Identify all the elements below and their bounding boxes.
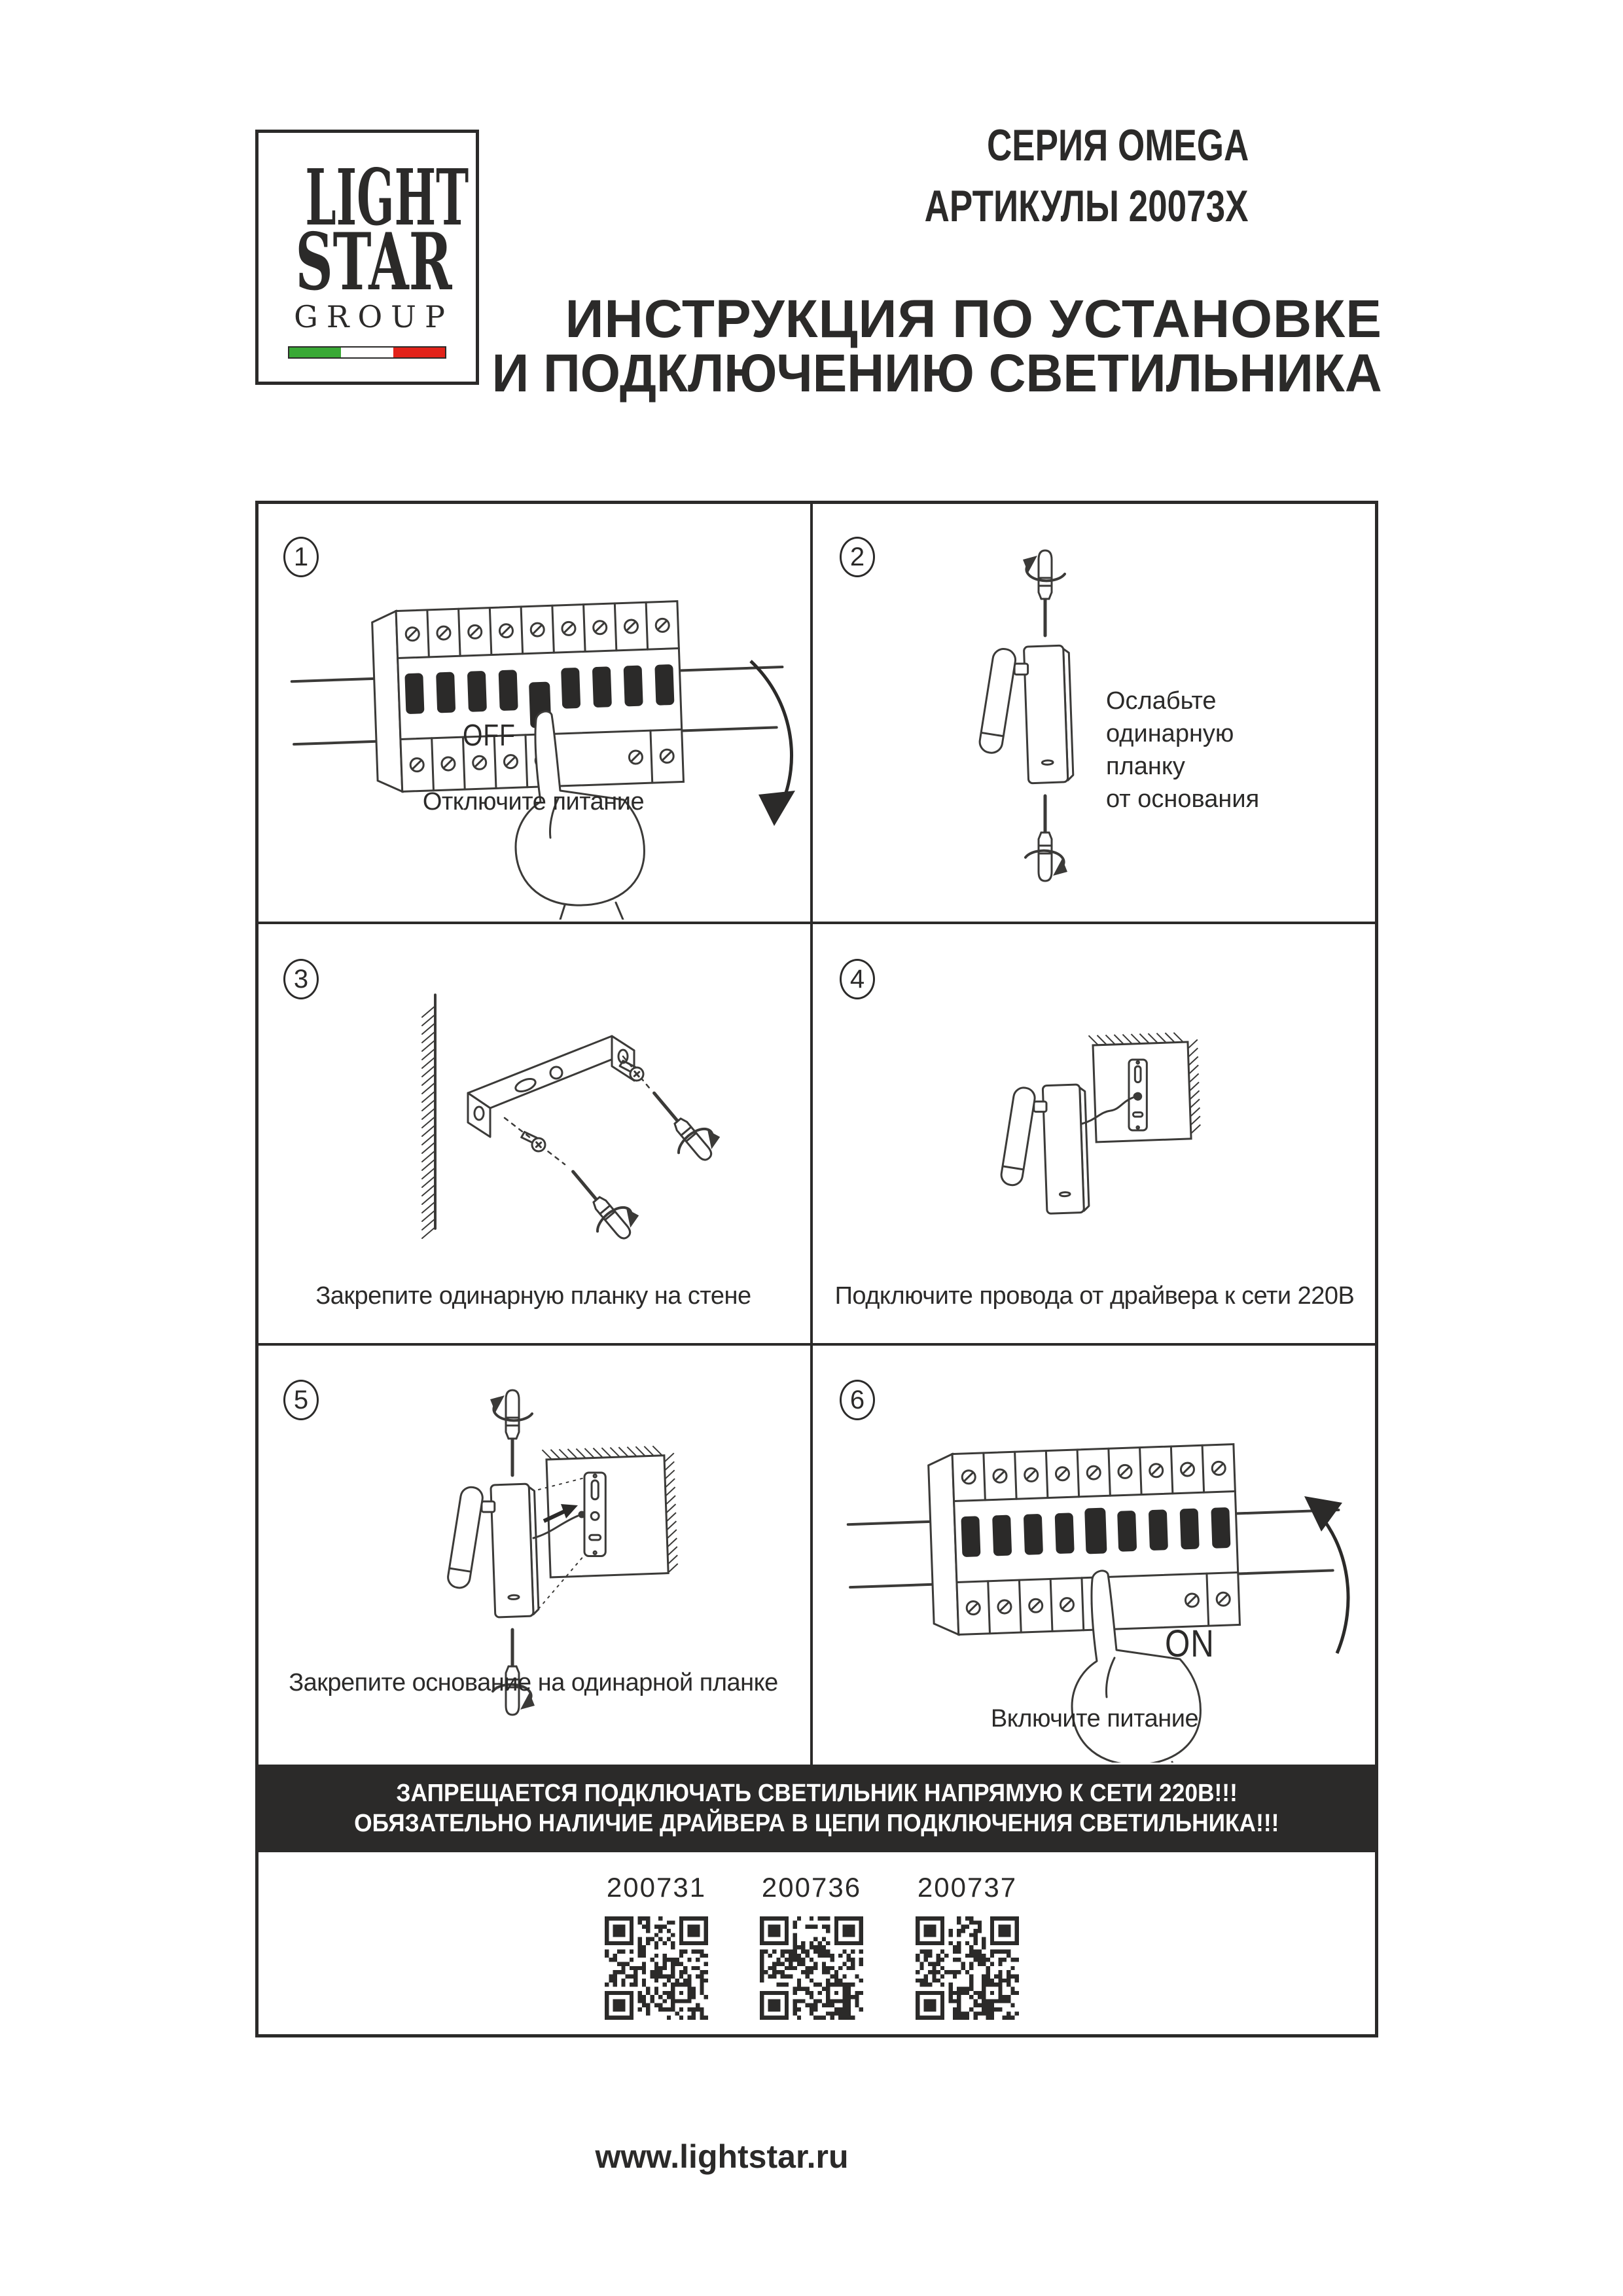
off-label: OFF [463, 718, 516, 752]
step-1-panel [259, 504, 808, 920]
flag-red-segment [393, 348, 445, 357]
grid-divider-row1 [255, 922, 1378, 924]
step-1-number-badge: 1 [283, 537, 319, 577]
step-6-panel [815, 1347, 1374, 1763]
instruction-title-line2: И ПОДКЛЮЧЕНИЮ СВЕТИЛЬНИКА [491, 344, 1382, 403]
fix-base-illustration [259, 1347, 808, 1763]
step-2-side-text [1106, 685, 1259, 816]
warning-banner [255, 1765, 1378, 1852]
mount-bracket-illustration [259, 926, 808, 1342]
step-4-caption: Подключите провода от драйвера к сети 220В [834, 1282, 1355, 1310]
articles-title: АРТИКУЛЫ 20073Х [925, 181, 1249, 231]
qr-code-200736 [760, 1916, 863, 2020]
grid-divider-row2 [255, 1343, 1378, 1346]
logo-word-light: LIGHT [305, 152, 469, 243]
step-6-caption: Включите питание [990, 1705, 1199, 1732]
step-2-text-line: Ослабьте [1106, 687, 1217, 715]
step-3-panel [259, 926, 808, 1342]
step-2-panel [815, 504, 1374, 920]
step-3-number-badge: 3 [283, 959, 319, 999]
step-4-number-badge: 4 [840, 959, 875, 999]
connect-wires-illustration [815, 926, 1374, 1342]
article-code: 200731 [606, 1872, 707, 1903]
qr-code-200731 [605, 1916, 708, 2020]
warning-line-1: ЗАПРЕЩАЕТСЯ ПОДКЛЮЧАТЬ СВЕТИЛЬНИК НАПРЯМУЮ К СЕТИ 220В!!! [396, 1780, 1238, 1807]
italian-flag-bar [288, 346, 446, 359]
instruction-title-line1: ИНСТРУКЦИЯ ПО УСТАНОВКЕ [565, 289, 1382, 349]
step-4-panel [815, 926, 1374, 1342]
lightstar-logo [255, 130, 479, 385]
logo-word-star: STAR [295, 216, 452, 308]
step-1-caption: Отключите питание [422, 788, 645, 816]
breaker-off-illustration [259, 504, 808, 920]
step-2-text-line: планку [1106, 753, 1185, 780]
flag-green-segment [289, 348, 341, 357]
warning-line-2: ОБЯЗАТЕЛЬНО НАЛИЧИЕ ДРАЙВЕРА В ЦЕПИ ПОДКЛЮЧЕНИЯ СВЕТИЛЬНИКА!!! [354, 1810, 1279, 1837]
grid-divider-vertical [810, 501, 813, 1765]
step-6-number-badge: 6 [840, 1380, 875, 1420]
article-code: 200737 [917, 1872, 1018, 1903]
breaker-on-illustration [815, 1347, 1374, 1763]
website-url: www.lightstar.ru [595, 2138, 849, 2175]
on-label: ON [1165, 1623, 1215, 1665]
series-title: СЕРИЯ OMEGA [986, 120, 1249, 170]
step-5-number-badge: 5 [283, 1380, 319, 1420]
step-5-panel [259, 1347, 808, 1763]
flag-white-segment [341, 348, 393, 357]
logo-word-group: GROUP [294, 299, 454, 334]
step-2-text-line: от основания [1106, 785, 1260, 813]
qr-code-200737 [916, 1916, 1019, 2020]
step-3-caption: Закрепите одинарную планку на стене [315, 1282, 751, 1310]
step-5-caption: Закрепите основание на одинарной планке [289, 1669, 778, 1696]
step-2-number-badge: 2 [840, 537, 875, 577]
article-code: 200736 [761, 1872, 862, 1903]
loosen-bracket-illustration [815, 504, 1374, 920]
step-2-text-line: одинарную [1106, 720, 1234, 747]
